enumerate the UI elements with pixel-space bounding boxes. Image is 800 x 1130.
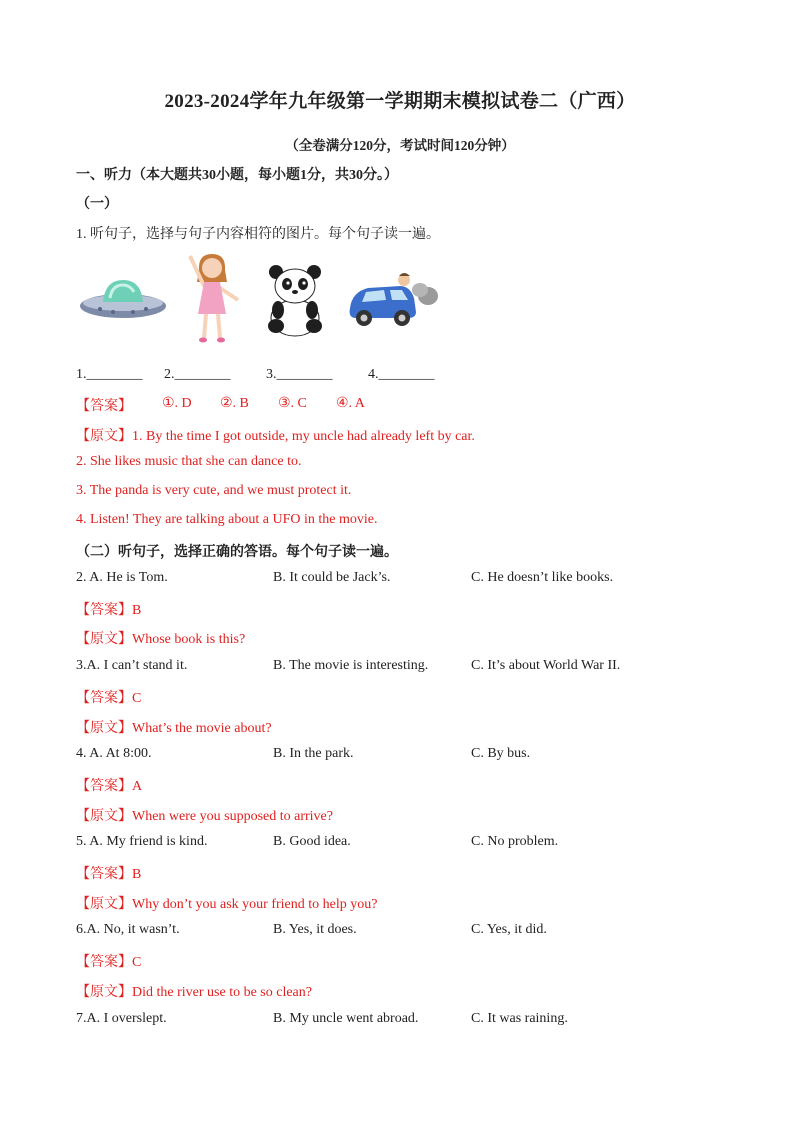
option-c: C. It was raining. <box>471 1011 568 1026</box>
option-c: C. It’s about World War II. <box>471 658 621 673</box>
option-b: B. It could be Jack’s. <box>273 570 391 585</box>
option-b: B. My uncle went abroad. <box>273 1011 419 1026</box>
option-c: C. He doesn’t like books. <box>471 570 614 585</box>
answer-line: 【答案】C <box>76 955 142 970</box>
ufo-picture <box>78 272 168 328</box>
answer-item: ④. A <box>336 396 365 411</box>
section-heading: 一、听力（本大题共30小题，每小题1分，共30分。） <box>76 168 398 183</box>
picture-row <box>78 250 458 346</box>
option-a: 7.A. I overslept. <box>76 1011 167 1026</box>
script-line: 2. She likes music that she can dance to. <box>76 454 302 469</box>
answer-blank-2: 2.________ <box>164 367 231 382</box>
script-line: 【原文】Did the river use to be so clean? <box>76 985 312 1000</box>
panda-picture <box>264 264 326 338</box>
option-b: B. Good idea. <box>273 834 351 849</box>
document-title: 2023-2024学年九年级第一学期期末模拟试卷二（广西） <box>164 91 636 112</box>
answer-item: ①. D <box>162 396 192 411</box>
answer-line: 【答案】A <box>76 779 143 794</box>
document-subtitle: （全卷满分120分，考试时间120分钟） <box>285 138 515 153</box>
answer-blank-4: 4.________ <box>368 367 435 382</box>
car-picture <box>344 268 440 334</box>
option-a: 5. A. My friend is kind. <box>76 834 208 849</box>
answer-item: ②. B <box>220 396 249 411</box>
option-a: 4. A. At 8:00. <box>76 746 152 761</box>
option-c: C. Yes, it did. <box>471 922 547 937</box>
script-line: 【原文】Whose book is this? <box>76 632 246 647</box>
question-instruction: 1. 听句子，选择与句子内容相符的图片。每个句子读一遍。 <box>76 227 440 242</box>
answer-label: 【答案】 <box>76 399 132 414</box>
part-heading: （二）听句子，选择正确的答语。每个句子读一遍。 <box>76 545 398 560</box>
option-a: 3.A. I can’t stand it. <box>76 658 188 673</box>
option-a: 2. A. He is Tom. <box>76 570 168 585</box>
answer-blank-3: 3.________ <box>266 367 333 382</box>
answer-line: 【答案】B <box>76 867 142 882</box>
answer-line: 【答案】B <box>76 603 142 618</box>
option-b: B. Yes, it does. <box>273 922 357 937</box>
option-c: C. By bus. <box>471 746 531 761</box>
script-line: 【原文】When were you supposed to arrive? <box>76 809 333 824</box>
answer-line: 【答案】C <box>76 691 142 706</box>
script-line: 【原文】1. By the time I got outside, my uncle had already left by car. <box>76 429 475 444</box>
option-b: B. In the park. <box>273 746 354 761</box>
script-line: 3. The panda is very cute, and we must protect it. <box>76 483 352 498</box>
option-c: C. No problem. <box>471 834 559 849</box>
option-b: B. The movie is interesting. <box>273 658 429 673</box>
girl-dancing-picture <box>182 250 242 344</box>
option-a: 6.A. No, it wasn’t. <box>76 922 180 937</box>
answer-item: ③. C <box>278 396 307 411</box>
script-line: 【原文】What’s the movie about? <box>76 721 272 736</box>
answer-blank-1: 1.________ <box>76 367 143 382</box>
script-line: 【原文】Why don’t you ask your friend to help you? <box>76 897 378 912</box>
script-line: 4. Listen! They are talking about a UFO in the movie. <box>76 512 378 527</box>
part-label: （一） <box>76 197 118 212</box>
